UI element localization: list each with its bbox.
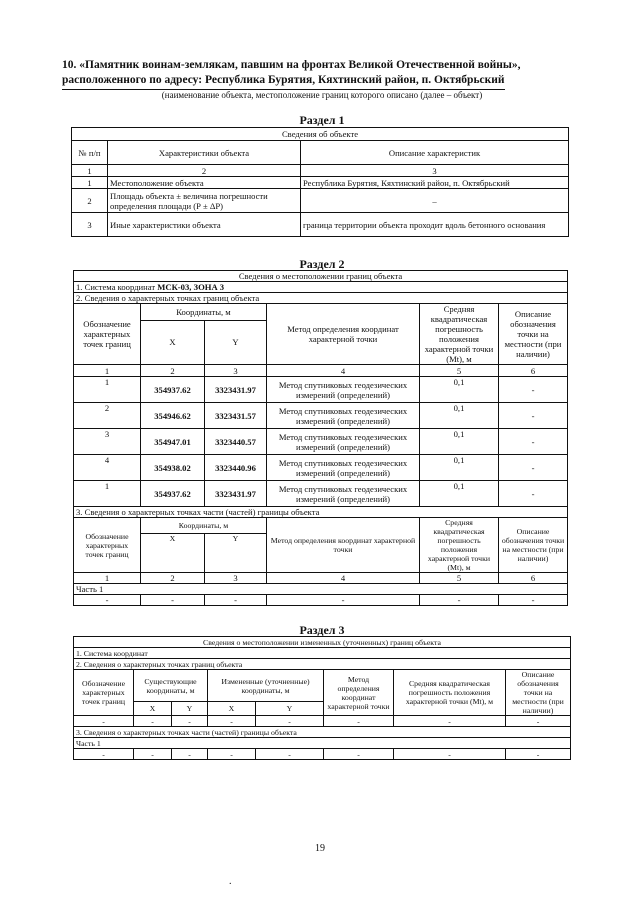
empty-cell: -	[394, 716, 506, 727]
table-row	[72, 213, 569, 237]
points-header: 2. Сведения о характерных точках границ объекта	[74, 659, 571, 670]
point-method: Метод спутниковых геодезических измерений (определений)	[267, 377, 420, 403]
error-header: Средняя квадратическая погрешность положения характерной точки (Mt), м	[420, 518, 499, 573]
empty-cell: -	[134, 716, 172, 727]
row-characteristic: Площадь объекта ± величина погрешности определения площади (Р ± ΔР)	[108, 189, 301, 213]
col-index: 1	[74, 365, 141, 377]
row-number: 2	[72, 189, 108, 213]
point-row	[74, 455, 568, 481]
point-error: 0,1	[420, 481, 499, 507]
col-index: 1	[74, 573, 141, 584]
col-index: 3	[205, 365, 267, 377]
changed-coords-header: Измененные (уточненные) координаты, м	[208, 670, 324, 702]
y-header: Y	[256, 702, 324, 716]
row-number: 3	[72, 213, 108, 237]
parts-header: 3. Сведения о характерных точках части (частей) границы объекта	[74, 507, 568, 518]
col-description-header: Описание характеристик	[301, 141, 569, 165]
col-index: 3	[301, 165, 569, 177]
part-label: Часть 1	[74, 738, 571, 749]
empty-cell: -	[205, 595, 267, 606]
table-row	[74, 595, 568, 606]
point-number: 4	[74, 455, 141, 481]
empty-cell: -	[208, 749, 256, 760]
row-description: граница территории объекта проходит вдоль бетонного основания	[301, 213, 569, 237]
empty-cell: -	[74, 716, 134, 727]
point-y: 3323431.97	[205, 481, 267, 507]
col-index: 5	[420, 365, 499, 377]
y-header: Y	[205, 320, 267, 364]
col-index: 5	[420, 573, 499, 584]
method-header: Метод определения координат характерной точки	[324, 670, 394, 716]
section-3-title: Раздел 3	[299, 623, 345, 637]
x-header: X	[134, 702, 172, 716]
row-description: Республика Бурятия, Кяхтинский район, п. Октябрьский	[301, 177, 569, 189]
method-header: Метод определения координат характерной точки	[267, 518, 420, 573]
empty-cell: -	[256, 716, 324, 727]
footer-dot: .	[229, 876, 232, 887]
coord-system-row: 1. Система координат	[74, 648, 571, 659]
point-method: Метод спутниковых геодезических измерений (определений)	[267, 429, 420, 455]
point-description: -	[499, 481, 568, 507]
empty-cell: -	[499, 595, 568, 606]
description-header: Описание обозначения точки на местности (при наличии)	[506, 670, 571, 716]
point-x: 354947.01	[141, 429, 205, 455]
point-description: -	[499, 455, 568, 481]
designation-header: Обозначение характерных точек границ	[74, 304, 141, 365]
row-description: –	[301, 189, 569, 213]
point-row	[74, 429, 568, 455]
table-row	[74, 716, 571, 727]
description-header: Описание обозначения точки на местности (при наличии)	[499, 518, 568, 573]
point-number: 1	[74, 377, 141, 403]
col-index: 2	[141, 365, 205, 377]
parts-header: 3. Сведения о характерных точках части (частей) границы объекта	[74, 727, 571, 738]
point-method: Метод спутниковых геодезических измерений (определений)	[267, 455, 420, 481]
point-error: 0,1	[420, 455, 499, 481]
document-title	[62, 58, 582, 90]
title-caption: (наименование объекта, местоположение границ которого описано (далее – объект)	[161, 90, 483, 100]
coords-header: Координаты, м	[141, 518, 267, 534]
coord-system-value: МСК-03, ЗОНА 3	[157, 282, 225, 292]
empty-cell: -	[141, 595, 205, 606]
point-x: 354937.62	[141, 481, 205, 507]
empty-cell: -	[74, 595, 141, 606]
point-y: 3323440.57	[205, 429, 267, 455]
point-row	[74, 377, 568, 403]
point-number: 1	[74, 481, 141, 507]
col-index: 1	[72, 165, 108, 177]
point-method: Метод спутниковых геодезических измерений (определений)	[267, 481, 420, 507]
method-header: Метод определения координат характерной точки	[267, 304, 420, 365]
page-number: 19	[315, 843, 325, 854]
y-header: Y	[205, 533, 267, 572]
part-label: Часть 1	[74, 584, 568, 595]
section-2-header: Сведения о местоположении границ объекта	[74, 271, 568, 282]
section-1-table	[71, 127, 569, 237]
col-index: 2	[141, 573, 205, 584]
point-row	[74, 481, 568, 507]
empty-cell: -	[208, 716, 256, 727]
section-1-header: Сведения об объекте	[72, 128, 569, 141]
col-number-header: № п/п	[72, 141, 108, 165]
col-index: 4	[267, 573, 420, 584]
empty-cell: -	[420, 595, 499, 606]
title-line-2: расположенного по адресу: Республика Бурятия, Кяхтинский район, п. Октябрьский	[62, 73, 505, 90]
point-y: 3323431.97	[205, 377, 267, 403]
empty-cell: -	[324, 716, 394, 727]
section-2-title: Раздел 2	[299, 257, 345, 271]
x-header: X	[141, 320, 205, 364]
error-header: Средняя квадратическая погрешность положения характерной точки (Mt), м	[394, 670, 506, 716]
empty-cell: -	[134, 749, 172, 760]
section-3-header: Сведения о местоположении измененных (уточненных) границ объекта	[74, 637, 571, 648]
table-row	[72, 189, 569, 213]
coord-system-row	[74, 282, 568, 293]
section-3-table	[73, 636, 571, 760]
point-description: -	[499, 377, 568, 403]
x-header: X	[208, 702, 256, 716]
point-x: 354938.02	[141, 455, 205, 481]
empty-cell: -	[324, 749, 394, 760]
designation-header: Обозначение характерных точек границ	[74, 518, 141, 573]
point-row	[74, 403, 568, 429]
row-number: 1	[72, 177, 108, 189]
empty-cell: -	[394, 749, 506, 760]
row-characteristic: Местоположение объекта	[108, 177, 301, 189]
existing-coords-header: Существующие координаты, м	[134, 670, 208, 702]
col-index: 6	[499, 573, 568, 584]
col-index: 2	[108, 165, 301, 177]
point-number: 3	[74, 429, 141, 455]
points-header: 2. Сведения о характерных точках границ объекта	[74, 293, 568, 304]
empty-cell: -	[256, 749, 324, 760]
section-2-table	[73, 270, 568, 606]
coord-system-label: 1. Система координат	[76, 282, 156, 292]
section-1-title: Раздел 1	[299, 113, 345, 127]
title-line-1: 10. «Памятник воинам-землякам, павшим на фронтах Великой Отечественной войны»,	[62, 59, 521, 71]
point-y: 3323440.96	[205, 455, 267, 481]
point-number: 2	[74, 403, 141, 429]
empty-cell: -	[74, 749, 134, 760]
point-error: 0,1	[420, 377, 499, 403]
col-index: 6	[499, 365, 568, 377]
point-x: 354937.62	[141, 377, 205, 403]
col-index: 4	[267, 365, 420, 377]
x-header: X	[141, 533, 205, 572]
designation-header: Обозначение характерных точек границ	[74, 670, 134, 716]
row-characteristic: Иные характеристики объекта	[108, 213, 301, 237]
point-method: Метод спутниковых геодезических измерений (определений)	[267, 403, 420, 429]
col-characteristic-header: Характеристики объекта	[108, 141, 301, 165]
y-header: Y	[172, 702, 208, 716]
coords-header: Координаты, м	[141, 304, 267, 321]
table-row	[74, 749, 571, 760]
point-description: -	[499, 403, 568, 429]
point-y: 3323431.57	[205, 403, 267, 429]
empty-cell: -	[506, 716, 571, 727]
empty-cell: -	[172, 716, 208, 727]
empty-cell: -	[506, 749, 571, 760]
point-error: 0,1	[420, 403, 499, 429]
point-error: 0,1	[420, 429, 499, 455]
table-row	[72, 177, 569, 189]
error-header: Средняя квадратическая погрешность положения характерной точки (Mt), м	[420, 304, 499, 365]
empty-cell: -	[172, 749, 208, 760]
description-header: Описание обозначения точки на местности (при наличии)	[499, 304, 568, 365]
empty-cell: -	[267, 595, 420, 606]
point-description: -	[499, 429, 568, 455]
col-index: 3	[205, 573, 267, 584]
point-x: 354946.62	[141, 403, 205, 429]
